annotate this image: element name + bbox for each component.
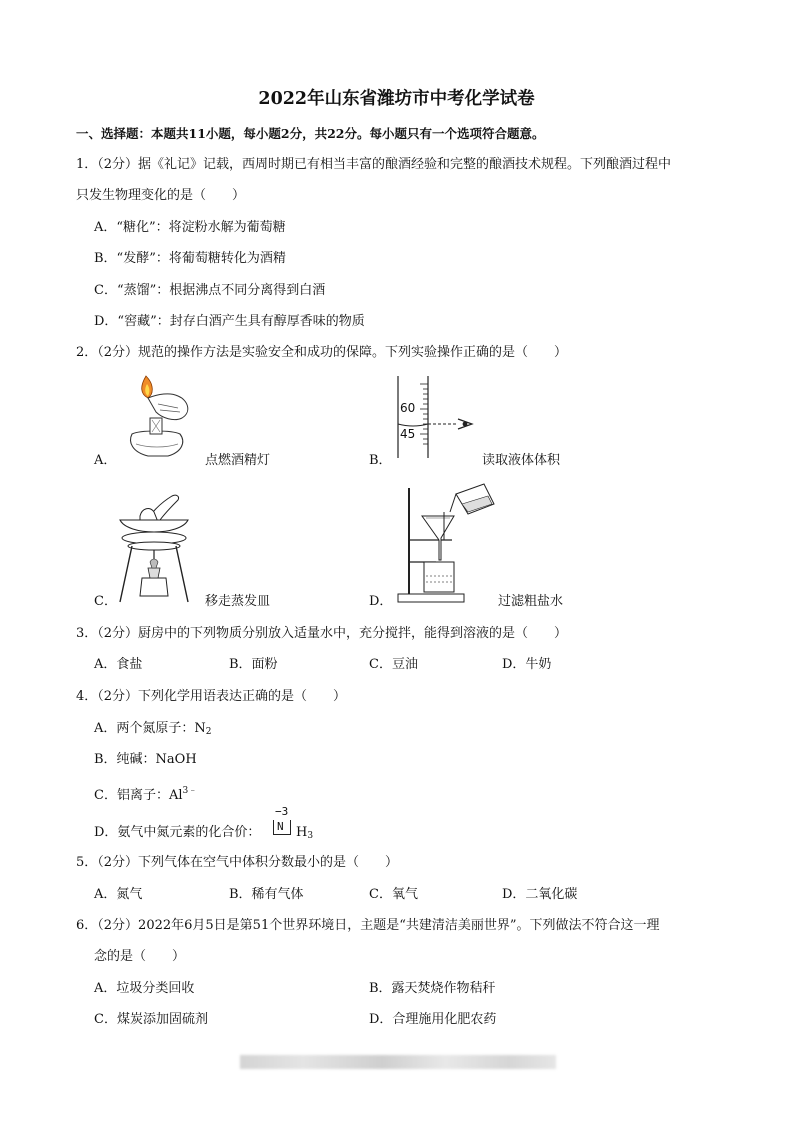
q6-stem-line2: 念的是（ ） [94,949,186,964]
q3-option-a: A．食盐 [94,657,143,672]
q4-option-b: B．纯碱：NaOH [94,752,197,767]
q1-option-c: C．“蒸馏”：根据沸点不同分离得到白酒 [94,283,326,298]
valence-element-symbol: N [277,820,284,833]
q3-option-d: D．牛奶 [502,657,552,672]
q5-option-d: D．二氧化碳 [502,887,578,902]
q6-option-c: C．煤炭添加固硫剂 [94,1012,208,1027]
q4-option-d: D．氨气中氮元素的化合价： [94,825,261,840]
q5-option-b: B．稀有气体 [229,887,304,902]
blurred-footer [240,1055,556,1069]
q3-option-b: B．面粉 [229,657,278,672]
cylinder-mark-60: 60 [400,401,416,415]
q4-option-c-superscript: 3﹣ [182,786,198,796]
graduated-cylinder-figure [392,376,482,460]
q4-option-a-subscript: 2 [205,727,212,737]
q2-stem: 2．（2分）规范的操作方法是实验安全和成功的保障。下列实验操作正确的是（ ） [76,345,568,360]
cylinder-mark-45: 45 [400,427,416,441]
section-heading: 一、选择题：本题共11小题，每小题2分，共22分。每小题只有一个选项符合题意。 [76,126,545,141]
q2-option-b-caption: 读取液体体积 [482,453,561,468]
q6-option-a: A．垃圾分类回收 [94,981,195,996]
q2-option-d-letter: D． [369,594,393,609]
evaporating-dish-figure [114,490,202,608]
q1-stem-line2: 只发生物理变化的是（ ） [76,188,246,203]
q1-option-b: B．“发酵”：将葡萄糖转化为酒精 [94,251,286,266]
q6-option-b: B．露天焚烧作物秸秆 [369,981,496,996]
q5-option-a: A．氮气 [94,887,143,902]
q1-option-a: A．“糖化”：将淀粉水解为葡萄糖 [94,220,286,235]
q3-stem: 3．（2分）厨房中的下列物质分别放入适量水中，充分搅拌，能得到溶液的是（ ） [76,626,568,641]
q4-option-a-text: A．两个氮原子：N [94,721,206,736]
q3-option-c: C．豆油 [369,657,418,672]
q4-option-d-formula [296,824,313,845]
q2-option-b-letter: B． [369,453,392,468]
q2-option-c-letter: C． [94,594,117,609]
q2-option-a-caption: 点燃酒精灯 [205,453,271,468]
valence-value: −3 [275,805,289,818]
q2-option-c-caption: 移走蒸发皿 [205,594,271,609]
q1-option-d: D．“窖藏”：封存白酒产生具有醇厚香味的物质 [94,314,365,329]
alcohol-lamp-figure [118,372,200,466]
q1-stem-line1: 1．（2分）据《礼记》记载，西周时期已有相当丰富的酿酒经验和完整的酿酒技术规程。下列酿酒过程中 [76,157,672,172]
q4-option-c [94,783,197,804]
q5-stem: 5．（2分）下列气体在空气中体积分数最小的是（ ） [76,855,399,870]
q4-option-c-text: C．铝离子：Al [94,788,183,803]
q4-option-d-subscript: 3 [307,831,314,841]
q4-stem: 4．（2分）下列化学用语表达正确的是（ ） [76,689,347,704]
q5-option-c: C．氧气 [369,887,418,902]
filtration-figure [392,480,502,606]
q4-option-d-after: H [296,825,308,840]
q6-option-d: D．合理施用化肥农药 [369,1012,497,1027]
q2-option-a-letter: A． [94,453,117,468]
page-title: 2022年山东省潍坊市中考化学试卷 [258,89,535,109]
q2-option-d-caption: 过滤粗盐水 [498,594,564,609]
q4-option-a [94,720,212,741]
q6-stem-line1: 6．（2分）2022年6月5日是第51个世界环境日，主题是“共建清洁美丽世界”。下列做法不符合这一理 [76,918,660,933]
valence-notation [273,806,291,836]
